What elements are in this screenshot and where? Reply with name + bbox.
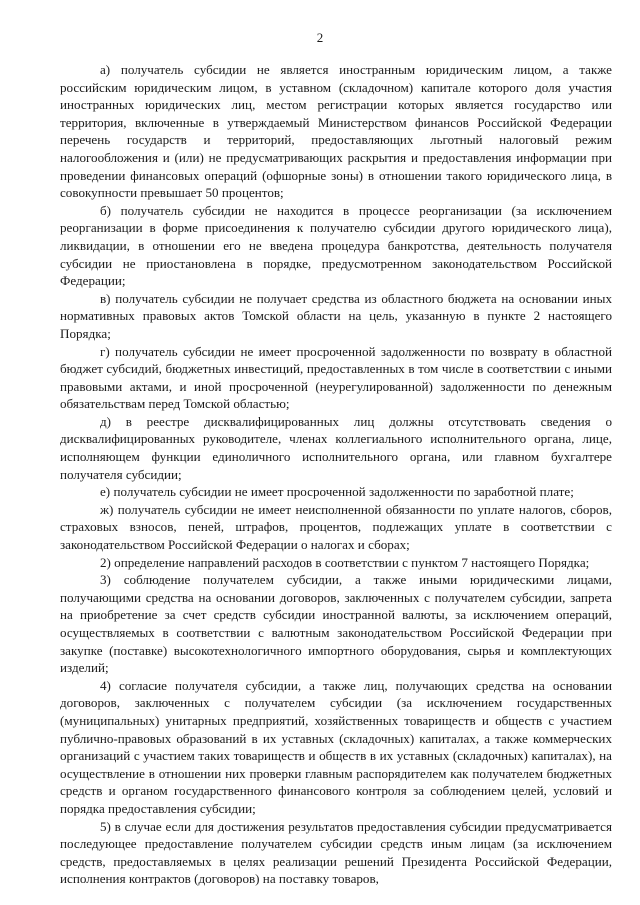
paragraph-a: а) получатель субсидии не является иностранным юридическим лицом, а также российским юридическим лицом, в уставном (складочном) капитале которого доля участия иностранных юридических лиц, местом регистрации которых является государство или территория, включенные в утверждаемый Министерством финансов Российской Федерации перечень государств и территорий, предоставляющих льготный налоговый режим налогообложения и (или) не предусматривающих раскрытия и предоставления информации при проведении финансовых операций (офшорные зоны) в отношении такого юридического лица, в совокупности превышает 50 процентов; xyxy=(60,62,612,201)
paragraph-b: б) получатель субсидии не находится в процессе реорганизации (за исключением реорганизации в форме присоединения к получателю субсидии другого юридического лица), ликвидации, в отношении его не введена процедура банкротства, деятельность получателя субсидии не приостановлена в порядке, предусмотренном законодательством Российской Федерации; xyxy=(60,202,612,289)
paragraph-4: 4) согласие получателя субсидии, а также лиц, получающих средства на основании договоров, заключенных с получателем субсидии (за исключением государственных (муниципальных) унитарных предприятий, хозяйственных товариществ и обществ с участием публично-правовых образований в их уставных (складочных) капиталах, а также коммерческих организаций с участием таких товариществ и обществ в их уставных (складочных) капиталах), на осуществление в отношении них проверки главным распорядителем как получателем бюджетных средств и органом государственного финансового контроля за соблюдением целей, условий и порядка предоставления субсидии; xyxy=(60,677,612,816)
paragraph-v: в) получатель субсидии не получает средства из областного бюджета на основании иных нормативных правовых актов Томской области на цель, указанную в пункте 2 настоящего Порядка; xyxy=(60,290,612,341)
paragraph-g: г) получатель субсидии не имеет просроченной задолженности по возврату в областной бюджет субсидий, бюджетных инвестиций, предоставленных в том числе в соответствии с иными правовыми актами, и иной просроченной (неурегулированной) задолженности по денежным обязательствам перед Томской областью; xyxy=(60,343,612,412)
page-number: 2 xyxy=(316,30,324,45)
paragraph-zh: ж) получатель субсидии не имеет неисполненной обязанности по уплате налогов, сборов, страховых взносов, пеней, штрафов, процентов, подлежащих уплате в соответствии с законодательством Российской Федерации о налогах и сборах; xyxy=(60,501,612,553)
document-body xyxy=(60,61,612,888)
paragraph-2: 2) определение направлений расходов в соответствии с пунктом 7 настоящего Порядка; xyxy=(100,554,590,570)
paragraph-d: д) в реестре дисквалифицированных лиц должны отсутствовать сведения о дисквалифицированных руководителе, членах коллегиального исполнительного органа, лице, исполняющем функции единоличного исполнительного органа, или главном бухгалтере получателя субсидии; xyxy=(60,413,612,482)
paragraph-3: 3) соблюдение получателем субсидии, а также иными юридическими лицами, получающими средства на основании договоров, заключенных с получателем субсидии, запрета на приобретение за счет средств субсидии иностранной валюты, за исключением операций, осуществляемых в соответствии с валютным законодательством Российской Федерации при закупке (поставке) высокотехнологичного импортного оборудования, сырья и комплектующих изделий; xyxy=(60,572,612,676)
paragraph-5: 5) в случае если для достижения результатов предоставления субсидии предусматривается последующее предоставление получателем субсидии средств иным лицам (за исключением средств, предоставляемых в целях реализации решений Президента Российской Федерации, исполнения контрактов (договоров) на поставку товаров, xyxy=(60,818,612,887)
paragraph-e: е) получатель субсидии не имеет просроченной задолженности по заработной плате; xyxy=(100,484,574,500)
